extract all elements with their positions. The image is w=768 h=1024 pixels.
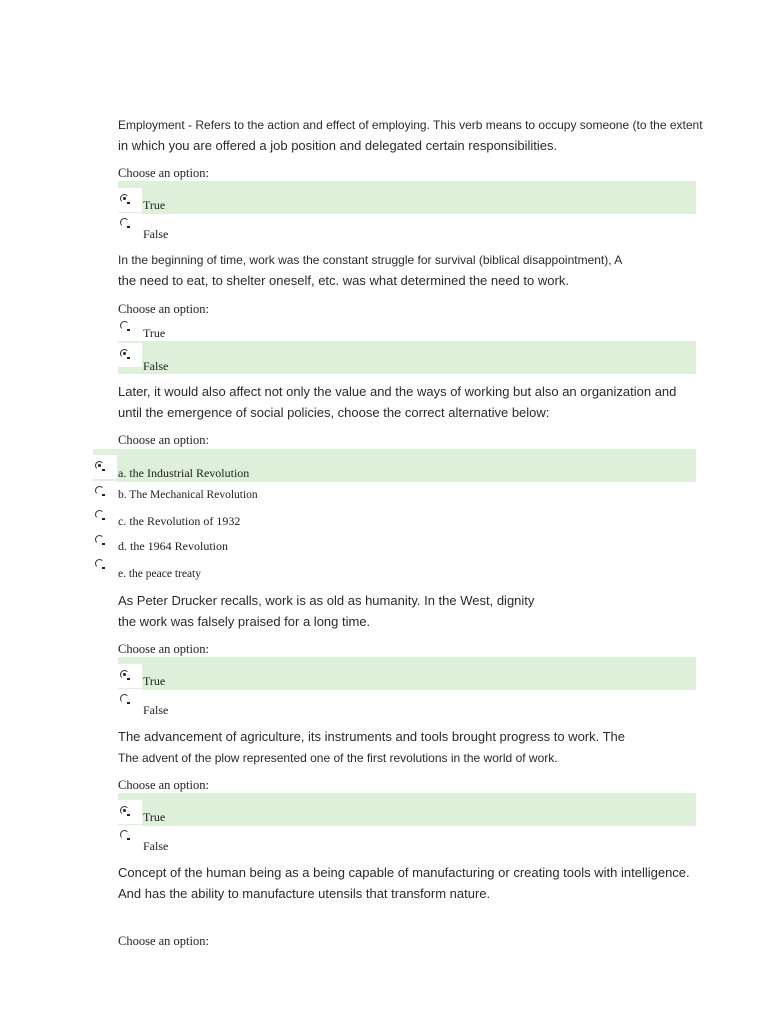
question-text: Concept of the human being as a being capable of manufacturing or creating tools with intelligence.: [118, 865, 690, 880]
option-radio[interactable]: [118, 689, 142, 713]
radio-unchecked-icon: [95, 486, 104, 495]
radio-checked-icon: [120, 806, 129, 815]
radio-checked-icon: [120, 194, 129, 203]
option-label[interactable]: b. The Mechanical Revolution: [118, 489, 258, 501]
question-text: Later, it would also affect not only the value and the ways of working but also an organization and: [118, 384, 677, 399]
question-text: in which you are offered a job position and delegated certain responsibilities.: [118, 138, 558, 153]
option-label[interactable]: False: [143, 359, 169, 373]
option-radio[interactable]: [93, 505, 117, 529]
radio-unchecked-icon: [120, 321, 129, 330]
option-label[interactable]: True: [143, 674, 166, 688]
question-text: the work was falsely praised for a long time.: [118, 614, 371, 629]
question-text: until the emergence of social policies, choose the correct alternative below:: [118, 405, 550, 420]
question-text: As Peter Drucker recalls, work is as old as humanity. In the West, dignity: [118, 593, 535, 608]
option-radio[interactable]: [93, 481, 117, 505]
option-radio[interactable]: [93, 554, 117, 578]
option-radio[interactable]: [118, 316, 142, 340]
selected-option-highlight: [118, 181, 696, 214]
option-radio[interactable]: [118, 343, 142, 367]
option-label[interactable]: d. the 1964 Revolution: [118, 539, 228, 553]
selected-option-highlight: [118, 657, 696, 690]
radio-checked-icon: [120, 670, 129, 679]
option-radio[interactable]: [118, 825, 142, 849]
choose-option-label: Choose an option:: [118, 166, 209, 180]
option-radio[interactable]: [93, 530, 117, 554]
option-label[interactable]: c. the Revolution of 1932: [118, 514, 241, 528]
question-text: In the beginning of time, work was the constant struggle for survival (biblical disappointment), A: [118, 253, 623, 267]
question-text: the need to eat, to shelter oneself, etc. was what determined the need to work.: [118, 273, 569, 288]
question-text: Employment - Refers to the action and effect of employing. This verb means to occupy someone (to the extent: [118, 118, 703, 132]
option-label[interactable]: e. the peace treaty: [118, 568, 201, 580]
question-text: And has the ability to manufacture utensils that transform nature.: [118, 886, 491, 901]
radio-checked-icon: [120, 349, 129, 358]
option-label[interactable]: True: [143, 326, 166, 340]
question-text: The advent of the plow represented one of the first revolutions in the world of work.: [118, 751, 558, 765]
choose-option-label: Choose an option:: [118, 433, 209, 447]
choose-option-label: Choose an option:: [118, 934, 209, 948]
radio-unchecked-icon: [95, 559, 104, 568]
selected-option-highlight: [118, 793, 696, 826]
radio-checked-icon: [95, 461, 104, 470]
selected-option-highlight: [118, 341, 696, 374]
option-label[interactable]: False: [143, 839, 169, 853]
choose-option-label: Choose an option:: [118, 642, 209, 656]
radio-unchecked-icon: [95, 510, 104, 519]
option-label[interactable]: False: [143, 703, 169, 717]
radio-unchecked-icon: [120, 694, 129, 703]
option-radio[interactable]: [118, 188, 142, 212]
question-text: The advancement of agriculture, its instruments and tools brought progress to work. The: [118, 729, 626, 744]
option-label[interactable]: True: [143, 198, 166, 212]
option-radio[interactable]: [118, 800, 142, 824]
option-label[interactable]: False: [143, 227, 169, 241]
radio-unchecked-icon: [95, 535, 104, 544]
option-label[interactable]: a. the Industrial Revolution: [118, 466, 250, 480]
option-radio[interactable]: [118, 213, 142, 237]
radio-unchecked-icon: [120, 218, 129, 227]
choose-option-label: Choose an option:: [118, 302, 209, 316]
option-radio[interactable]: [118, 664, 142, 688]
radio-unchecked-icon: [120, 830, 129, 839]
choose-option-label: Choose an option:: [118, 778, 209, 792]
option-radio[interactable]: [93, 455, 117, 479]
option-label[interactable]: True: [143, 810, 166, 824]
